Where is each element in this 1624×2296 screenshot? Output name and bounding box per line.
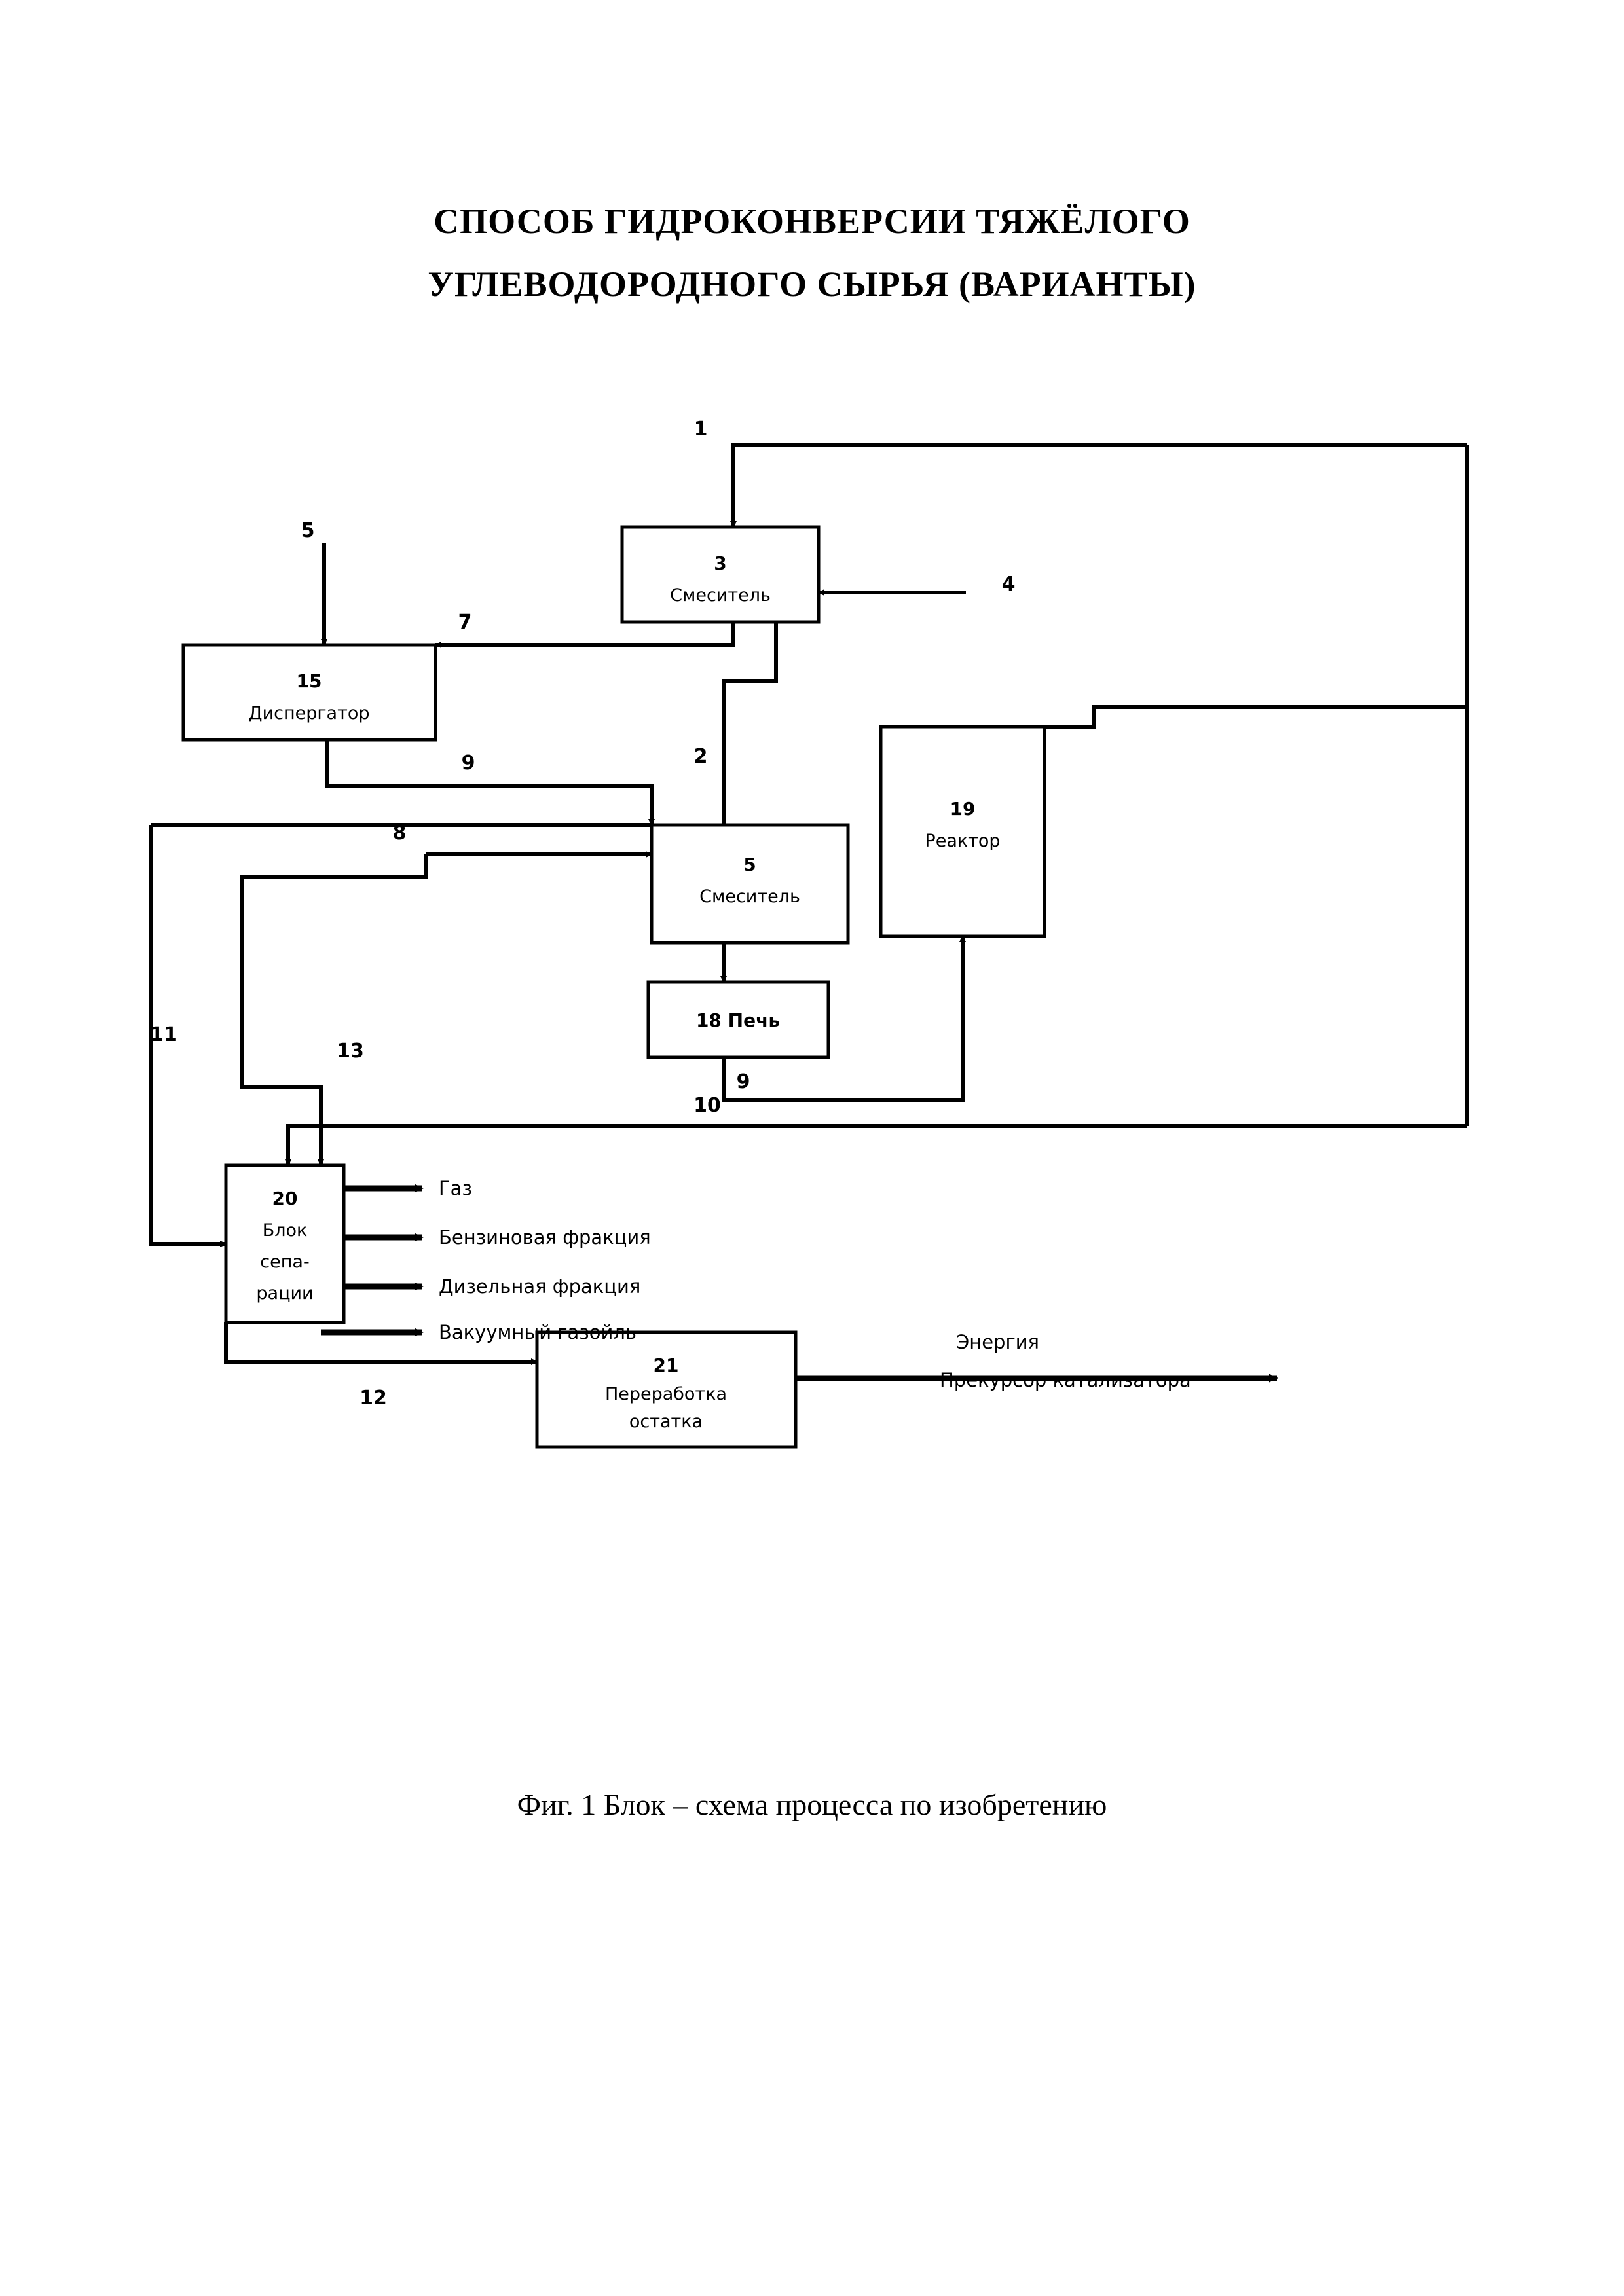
block-20-name-line3: рации	[256, 1283, 314, 1303]
stream-label-8: 8	[392, 822, 407, 845]
block-15-number: 15	[296, 670, 322, 692]
block-15-name: Диспергатор	[248, 703, 370, 723]
block-3-name: Смеситель	[670, 585, 771, 606]
block-3-mixer[interactable]	[622, 527, 819, 622]
stream-label-9-furnace: 9	[736, 1070, 750, 1093]
stream-label-4: 4	[1001, 573, 1016, 596]
block-5-mixer[interactable]	[652, 825, 848, 943]
stream-label-10: 10	[693, 1094, 721, 1117]
title-line-2: УГЛЕВОДОРОДНОГО СЫРЬЯ (ВАРИАНТЫ)	[428, 264, 1196, 304]
stream-label-13: 13	[337, 1040, 364, 1063]
block-21-number: 21	[653, 1355, 679, 1376]
block-15-dispergator[interactable]	[183, 645, 435, 740]
process-flow-diagram	[150, 418, 1467, 1741]
block-20-number: 20	[272, 1188, 298, 1209]
block-21-name-line2: остатка	[629, 1412, 703, 1432]
output-label-gasoline: Бензиновая фракция	[439, 1226, 651, 1248]
stream-label-5: 5	[301, 519, 315, 542]
stream-label-9-dispergator: 9	[461, 752, 475, 774]
stream-label-7: 7	[458, 611, 472, 634]
block-3-number: 3	[714, 553, 727, 574]
block-18-label: 18 Печь	[695, 1010, 781, 1031]
output-label-diesel: Дизельная фракция	[439, 1275, 641, 1298]
output-label-gas: Газ	[439, 1177, 472, 1199]
block-20-name-line2: сепа-	[260, 1252, 310, 1272]
title-line-1: СПОСОБ ГИДРОКОНВЕРСИИ ТЯЖЁЛОГО	[434, 202, 1190, 241]
output-label-energy: Энергия	[956, 1331, 1039, 1353]
block-20-name-line1: Блок	[262, 1220, 308, 1241]
output-label-catalyst-precursor: Прекурсор катализатора	[940, 1369, 1191, 1391]
stream-label-2: 2	[693, 745, 708, 768]
block-5-number: 5	[743, 854, 756, 875]
stream-label-1: 1	[693, 418, 708, 441]
block-21-name-line1: Переработка	[604, 1384, 728, 1404]
stream-label-11: 11	[150, 1023, 177, 1046]
figure-caption: Фиг. 1 Блок – схема процесса по изобретению	[517, 1788, 1107, 1821]
block-19-number: 19	[950, 798, 976, 820]
output-label-vacuum-gasoil: Вакуумный газойль	[439, 1321, 637, 1343]
page-title	[0, 190, 1624, 316]
block-19-name: Реактор	[925, 831, 1001, 851]
block-5-name: Смеситель	[699, 886, 800, 907]
stream-label-12: 12	[360, 1387, 387, 1410]
